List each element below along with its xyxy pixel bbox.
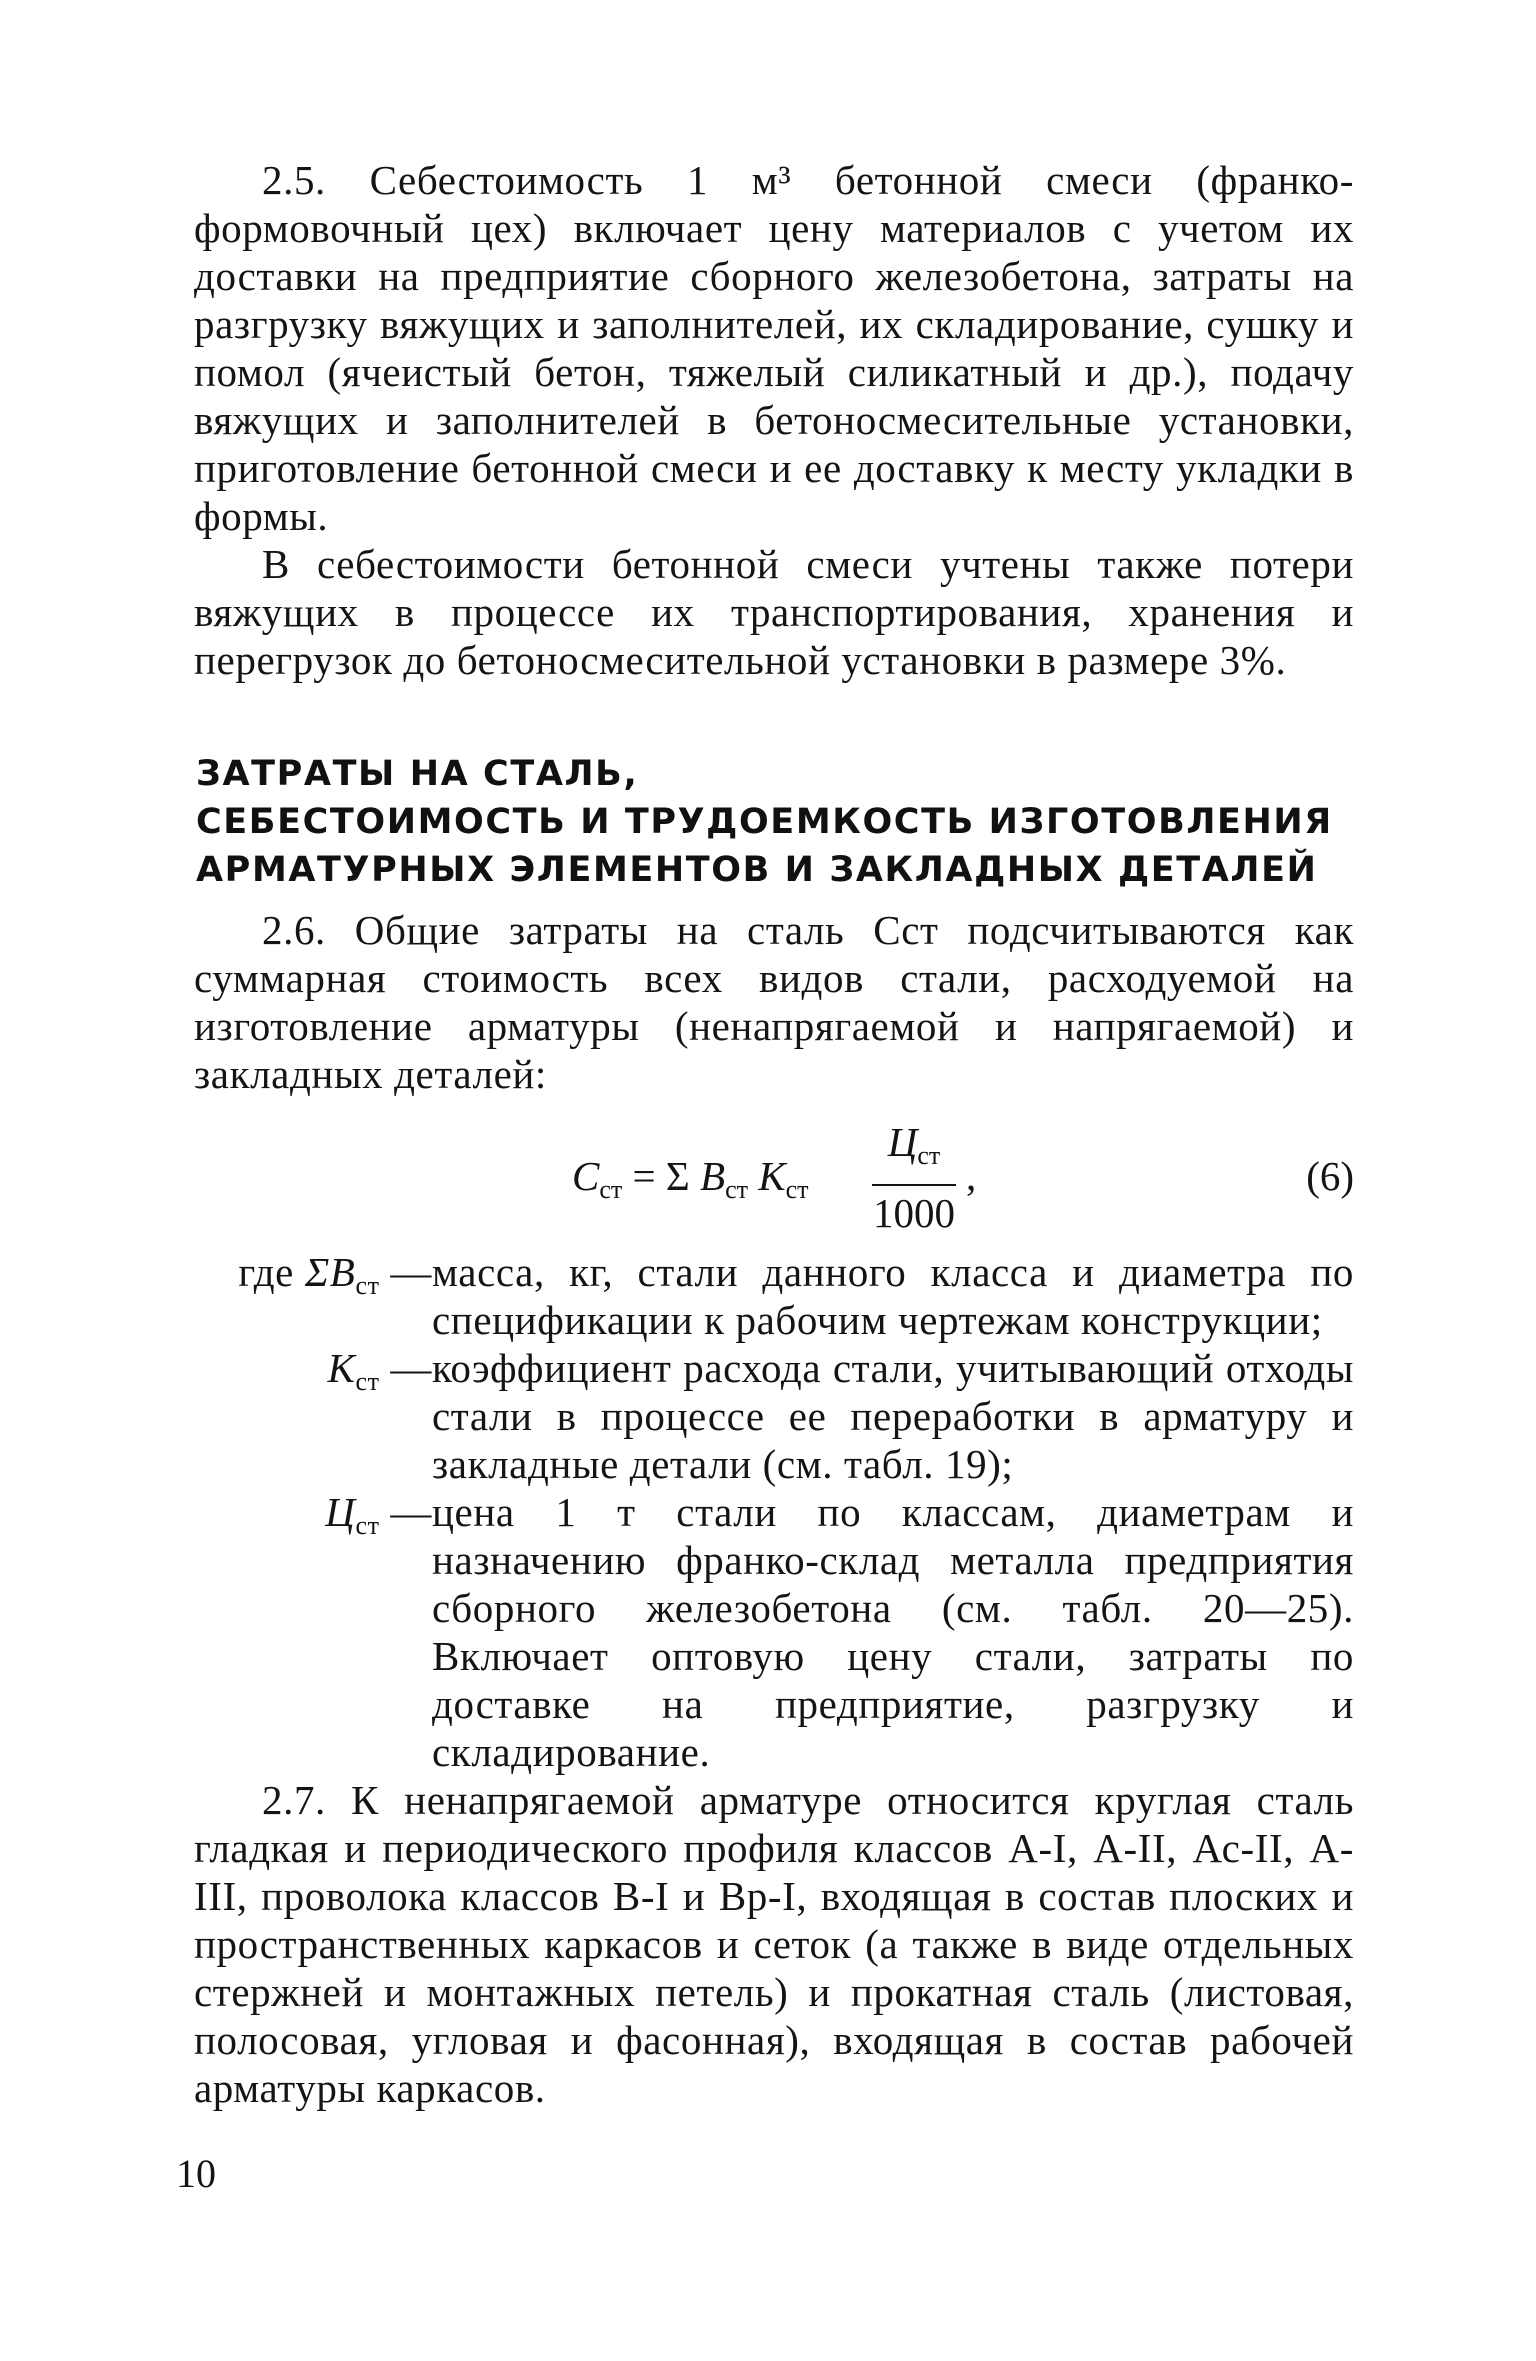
definition-symbol-subscript: ст xyxy=(355,1511,380,1540)
formula-fraction xyxy=(868,1118,960,1236)
definition-dash: — xyxy=(379,1489,432,1535)
definition-text: коэффициент расхода стали, учитывающий отходы стали в процессе ее переработки в арматуру и закладные детали (см. табл. 19); xyxy=(432,1345,1354,1487)
definition-symbol xyxy=(194,1248,432,1310)
formula-lhs: C xyxy=(572,1153,600,1199)
page-number: 10 xyxy=(176,2151,216,2196)
definition-symbol-subscript: ст xyxy=(355,1271,380,1300)
formula-expression xyxy=(572,1152,808,1205)
definition-text: масса, кг, стали данного класса и диаметра по спецификации к рабочим чертежам конструкции; xyxy=(432,1249,1354,1343)
definition-sum-b xyxy=(194,1248,1354,1344)
paragraph-2-6: 2.6. Общие затраты на сталь Cст подсчитываются как суммарная стоимость всех видов стали, расходуемой на изготовление арматуры (ненапрягаемой и напрягаемой) и закладных деталей: xyxy=(194,907,1354,1097)
paragraph-2-5-continued: В себестоимости бетонной смеси учтены также потери вяжущих в процессе их транспортирования, хранения и перегрузок до бетоносмесительной установки в размере 3%. xyxy=(194,541,1354,683)
formula-numerator xyxy=(868,1118,960,1180)
section-2-5 xyxy=(194,156,1354,684)
heading-line-1: ЗАТРАТЫ НА СТАЛЬ, xyxy=(196,754,639,794)
definition-symbol xyxy=(194,1488,432,1550)
formula-6 xyxy=(194,1118,1354,1236)
section-2-7 xyxy=(194,1776,1354,2112)
definition-symbol-main: K xyxy=(327,1345,356,1391)
paragraph-2-5: 2.5. Себестоимость 1 м³ бетонной смеси (франко-формовочный цех) включает цену материалов с учетом их доставки на предприятие сборного железобетона, затраты на разгрузку вяжущих и заполнителей, их складирование, сушку и помол (ячеистый бетон, тяжелый силикатный и др.), подачу вяжущих и заполнителей в бетоносмесительные установки, приготовление бетонной смеси и ее доставку к месту укладки в формы. xyxy=(194,157,1354,539)
definition-symbol xyxy=(194,1344,432,1406)
formula-number: (6) xyxy=(1306,1153,1354,1199)
section-heading xyxy=(196,750,1356,894)
formula-b-subscript: ст xyxy=(725,1175,748,1204)
formula-lhs-subscript: ст xyxy=(599,1175,623,1204)
paragraph-2-7: 2.7. К ненапрягаемой арматуре относится круглая сталь гладкая и периодического профиля классов А-I, А-II, Ас-II, А-III, проволока классов В-I и Вр-I, входящая в состав плоских и пространственных каркасов и сеток (а также в виде отдельных стержней и монтажных петель) и прокатная сталь (листовая, полосовая, угловая и фасонная), входящая в состав рабочей арматуры каркасов. xyxy=(194,1777,1354,2111)
heading-line-2: СЕБЕСТОИМОСТЬ И ТРУДОЕМКОСТЬ ИЗГОТОВЛЕНИЯ xyxy=(196,802,1333,842)
formula-numerator-symbol: Ц xyxy=(887,1119,918,1165)
formula-denominator: 1000 xyxy=(873,1190,955,1236)
formula-b: B xyxy=(700,1153,726,1199)
definition-dash: — xyxy=(379,1249,432,1295)
formula-equals-sum: = Σ xyxy=(622,1153,701,1199)
where-definitions xyxy=(194,1248,1354,1776)
definition-prefix: где xyxy=(238,1249,305,1295)
definition-symbol-main: ΣB xyxy=(304,1249,356,1295)
definition-symbol-main: Ц xyxy=(325,1489,356,1535)
definition-dash: — xyxy=(379,1345,432,1391)
definition-symbol-subscript: ст xyxy=(355,1367,380,1396)
definition-text: цена 1 т стали по классам, диаметрам и назначению франко-склад металла предприятия сборного железобетона (см. табл. 20—25). Включает оптовую цену стали, затраты по доставке на предприятие, разгрузку и складирование. xyxy=(432,1489,1354,1775)
fraction-bar xyxy=(872,1184,956,1186)
section-2-6 xyxy=(194,906,1354,1098)
definition-price xyxy=(194,1488,1354,1776)
formula-comma: , xyxy=(966,1153,977,1199)
formula-k-subscript: ст xyxy=(785,1175,809,1204)
formula-k: K xyxy=(758,1153,786,1199)
heading-line-3: АРМАТУРНЫХ ЭЛЕМЕНТОВ И ЗАКЛАДНЫХ ДЕТАЛЕЙ xyxy=(196,850,1318,890)
formula-numerator-subscript: ст xyxy=(917,1141,941,1170)
definition-k xyxy=(194,1344,1354,1488)
